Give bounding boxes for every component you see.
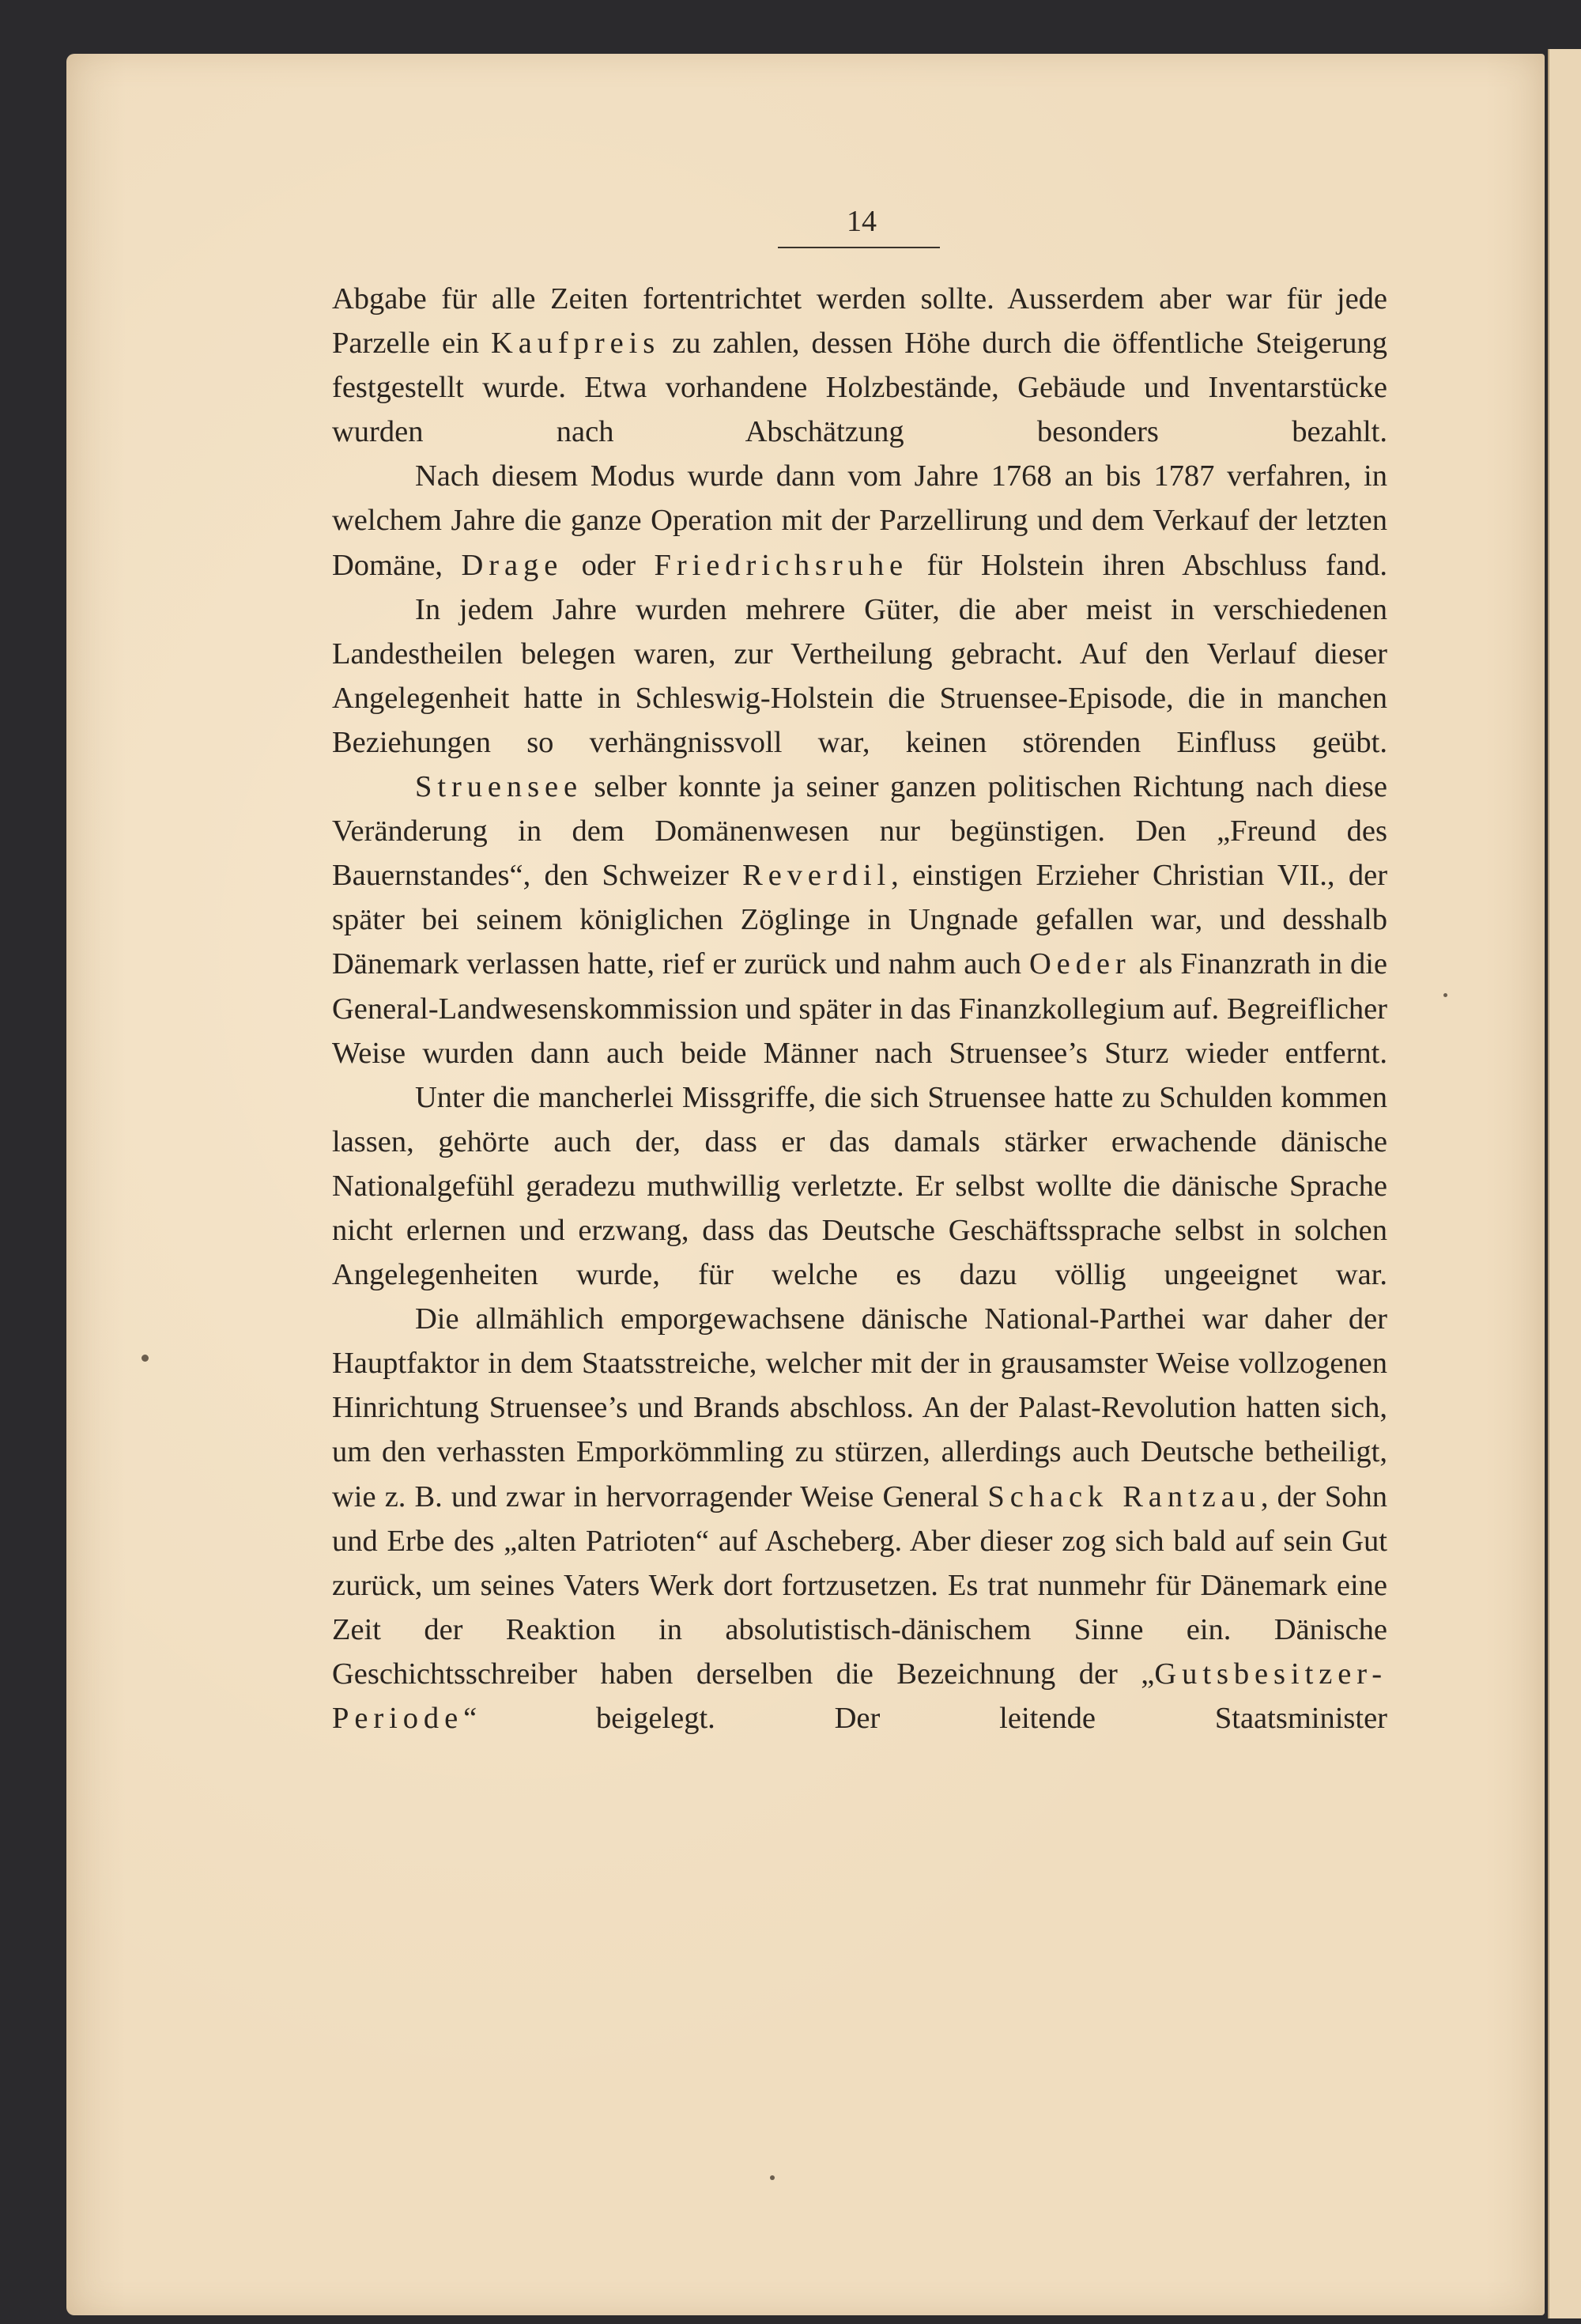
paragraph	[332, 1075, 1387, 1297]
paragraph-text: als Finanzrath in die General-Landwesenskommission und später in das Finanzkollegium auf. Begreiflicher Weise wurden dann auch beide Männer nach Struensee’s Sturz wieder entfernt.	[332, 947, 1387, 1070]
spaced-emphasis: Schack Rantzau	[987, 1479, 1261, 1513]
paragraph-text: oder	[563, 548, 655, 582]
paragraph	[332, 765, 1387, 1075]
paragraph-text: Unter die mancherlei Missgriffe, die sich Struensee hatte zu Schulden kommen lassen, gehörte auch der, dass er das damals stärker erwachende dänische Nationalgefühl geradezu muthwillig verletzte. Er selbst wollte die dänische Sprache nicht erlernen und erzwang, dass das Deutsche Geschäftssprache selbst in solchen Angelegenheiten wurde, für welche es dazu völlig ungeeignet war.	[332, 1080, 1387, 1292]
paper-speck	[770, 2175, 775, 2180]
paragraph-text: für Holstein ihren Abschluss fand.	[908, 548, 1387, 582]
page-number: 14	[847, 205, 877, 238]
spaced-emphasis: Reverdil	[742, 859, 892, 893]
paragraph	[332, 277, 1387, 454]
paragraph-text: , der Sohn und Erbe des „alten Patrioten“ auf Ascheberg. Aber dieser zog sich bald auf sein Gut zurück, um seines Vaters Werk dort fortzusetzen. Es trat nunmehr für Dänemark eine Zeit der Reaktion in absolutistisch-dänischem Sinne ein. Dänische Geschichtsschreiber haben derselben die Bezeichnung der „	[332, 1479, 1387, 1691]
spaced-emphasis: Kaufpreis	[490, 327, 661, 361]
spaced-emphasis: Friedrichsruhe	[654, 548, 909, 582]
paragraph-text: “ beigelegt. Der leitende Staatsminister	[463, 1702, 1387, 1735]
paragraph-text: Nach diesem Modus wurde dann vom Jahre 1768 an bis 1787 verfahren, in welchem Jahre die ganze Operation mit der Parzellirung und dem Verkauf der letzten Domäne,	[332, 459, 1387, 582]
spaced-emphasis: Drage	[461, 548, 564, 582]
spaced-emphasis: Struensee	[415, 770, 583, 804]
paragraph	[332, 454, 1387, 587]
paper-speck	[1443, 993, 1447, 997]
paragraph-text: Die allmählich emporgewachsene dänische National-Parthei war daher der Hauptfaktor in dem Staatsstreiche, welcher mit der in grausamster Weise vollzogenen Hinrichtung Struensee’s und Brands abschloss. An der Palast-Revolution hatten sich, um den verhassten Emporkömmling zu stürzen, allerdings auch Deutsche betheiligt, wie z. B. und zwar in hervorragender Weise General	[332, 1302, 1387, 1513]
paragraph-text: , einstigen Erzieher Christian VII., der später bei seinem königlichen Zöglinge in Ungnade gefallen war, und desshalb Dänemark verlassen hatte, rief er zurück und nahm auch	[332, 859, 1388, 981]
paragraph-text: zu zahlen, dessen Höhe durch die öffentliche Steigerung festgestellt wurde. Etwa vorhandene Holzbestände, Gebäude und Inventarstücke wurden nach Abschätzung besonders bezahlt.	[332, 327, 1387, 449]
spaced-emphasis: Gutsbesitzer-Periode	[332, 1657, 1387, 1735]
paragraph	[332, 588, 1387, 765]
paragraph-text: selber konnte ja seiner ganzen politischen Richtung nach diese Veränderung in dem Domänenwesen nur begünstigen. Den „Freund des Bauernstandes“, den Schweizer	[332, 770, 1387, 893]
paper-speck	[141, 1355, 149, 1362]
body-text	[332, 277, 1387, 1740]
page-number-rule	[778, 247, 940, 248]
adjacent-page-edge	[1548, 49, 1581, 2318]
spaced-emphasis: Oeder	[1028, 947, 1131, 981]
paragraph-text: In jedem Jahre wurden mehrere Güter, die aber meist in verschiedenen Landestheilen belegen waren, zur Vertheilung gebracht. Auf den Verlauf dieser Angelegenheit hatte in Schleswig-Holstein die Struensee-Episode, die in manchen Beziehungen so verhängnissvoll war, keinen störenden Einfluss geübt.	[332, 592, 1387, 759]
paragraph	[332, 1297, 1387, 1740]
paragraph-text: Abgabe für alle Zeiten fortentrichtet werden sollte. Ausserdem aber war für jede Parzelle ein	[332, 282, 1387, 361]
